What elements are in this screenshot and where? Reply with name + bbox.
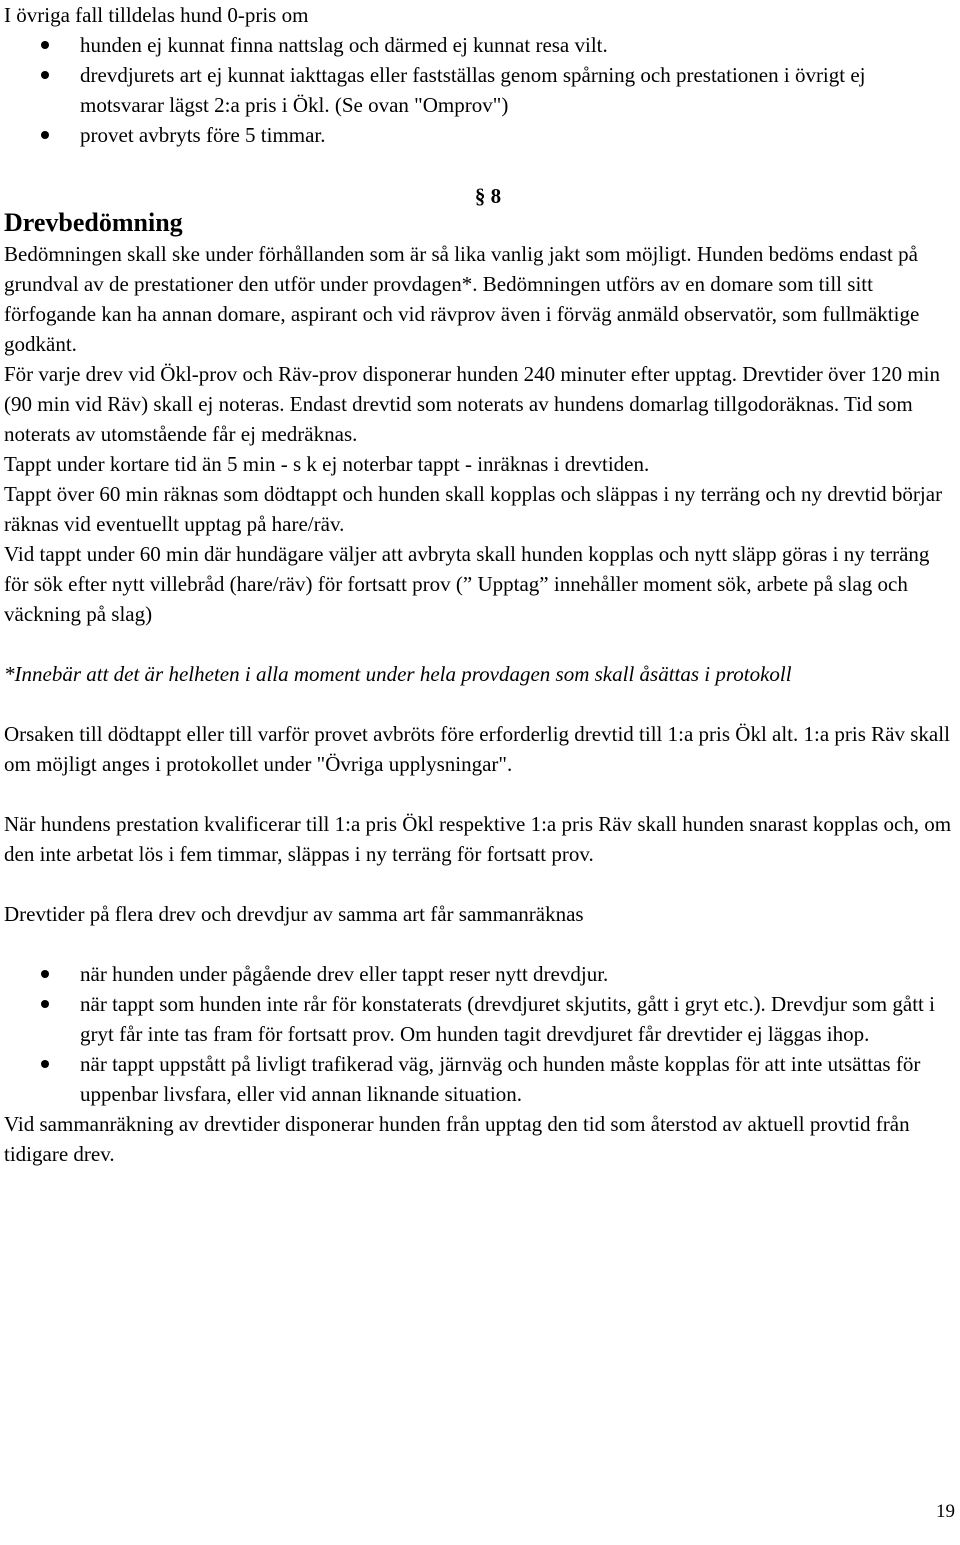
- paragraph-qualification: När hundens prestation kvalificerar till 1:a pris Ökl respektive 1:a pris Räv skall hunden snarast kopplas och, om den inte arbetat lös i fem timmar, släppas i ny terräng för fortsatt prov.: [4, 812, 952, 866]
- summation-conditions-list: [4, 959, 954, 1109]
- spacer: [4, 629, 954, 659]
- list-item: drevdjurets art ej kunnat iakttagas eller fastställas genom spårning och prestationen i övrigt ej motsvarar lägst 2:a pris i Ökl. (Se ovan "Omprov"): [4, 60, 954, 120]
- section-number: § 8: [474, 184, 502, 208]
- list-item: hunden ej kunnat finna nattslag och därmed ej kunnat resa vilt.: [4, 30, 954, 60]
- paragraph-short-loss: Tappt under kortare tid än 5 min - s k ej noterbar tappt - inräknas i drevtiden.: [4, 452, 650, 476]
- paragraph-summation: Drevtider på flera drev och drevdjur av samma art får sammanräknas: [4, 902, 584, 926]
- list-item: när tappt uppstått på livligt trafikerad väg, järnväg och hunden måste kopplas för att inte utsättas för uppenbar livsfara, eller vid annan liknande situation.: [4, 1049, 954, 1109]
- paragraph-assessment: Bedömningen skall ske under förhållanden som är så lika vanlig jakt som möjligt. Hunden bedöms endast på grundval av de prestationer den utför under provdagen*. Bedömningen utförs av en domare som till sitt förfogande kan ha annan domare, aspirant och vid rävprov även i förväg anmäld observatör, som fullmäktige godkänt.: [4, 242, 920, 356]
- paragraph-drive-time: För varje drev vid Ökl-prov och Räv-prov disponerar hunden 240 minuter efter upptag. Drevtider över 120 min (90 min vid Räv) skall ej noteras. Endast drevtid som noterats av hundens domarlag tillgodoräknas. Tid som noterats av utomstående får ej medräknas.: [4, 362, 940, 446]
- spacer: [4, 779, 954, 809]
- list-item: när tappt som hunden inte rår för konstaterats (drevdjuret skjutits, gått i gryt etc.). Drevdjur som gått i gryt får inte tas fram för fortsatt prov. Om hunden tagit drevdjuret får drevtider ej läggas ihop.: [4, 989, 954, 1049]
- paragraph-new-release: Vid tappt under 60 min där hundägare väljer att avbryta skall hunden kopplas och nytt släpp göras i ny terräng för sök efter nytt villebråd (hare/räv) för fortsatt prov (” Upptag” innehåller moment sök, arbete på slag och väckning på slag): [4, 542, 930, 626]
- paragraph-reason: Orsaken till dödtappt eller till varför provet avbröts före erforderlig drevtid till 1:a pris Ökl alt. 1:a pris Räv skall om möjligt anges i protokollet under "Övriga upplysningar".: [4, 722, 950, 776]
- page-number: 19: [936, 1501, 955, 1522]
- list-item: när hunden under pågående drev eller tappt reser nytt drevdjur.: [4, 959, 954, 989]
- footnote: *Innebär att det är helheten i alla moment under hela provdagen som skall åsättas i protokoll: [4, 662, 792, 686]
- zero-prize-conditions-list: [4, 30, 954, 150]
- spacer: [4, 929, 954, 959]
- paragraph-closing: Vid sammanräkning av drevtider disponerar hunden från upptag den tid som återstod av aktuell provtid från tidigare drev.: [4, 1112, 910, 1166]
- section-title: Drevbedömning: [4, 208, 183, 237]
- intro-lead: I övriga fall tilldelas hund 0-pris om: [4, 3, 309, 27]
- document-page: [4, 0, 954, 1169]
- list-item: provet avbryts före 5 timmar.: [4, 120, 954, 150]
- spacer: [4, 689, 954, 719]
- spacer: [4, 869, 954, 899]
- paragraph-dead-loss: Tappt över 60 min räknas som dödtappt och hunden skall kopplas och släppas i ny terräng och ny drevtid börjar räknas vid eventuellt upptag på hare/räv.: [4, 482, 943, 536]
